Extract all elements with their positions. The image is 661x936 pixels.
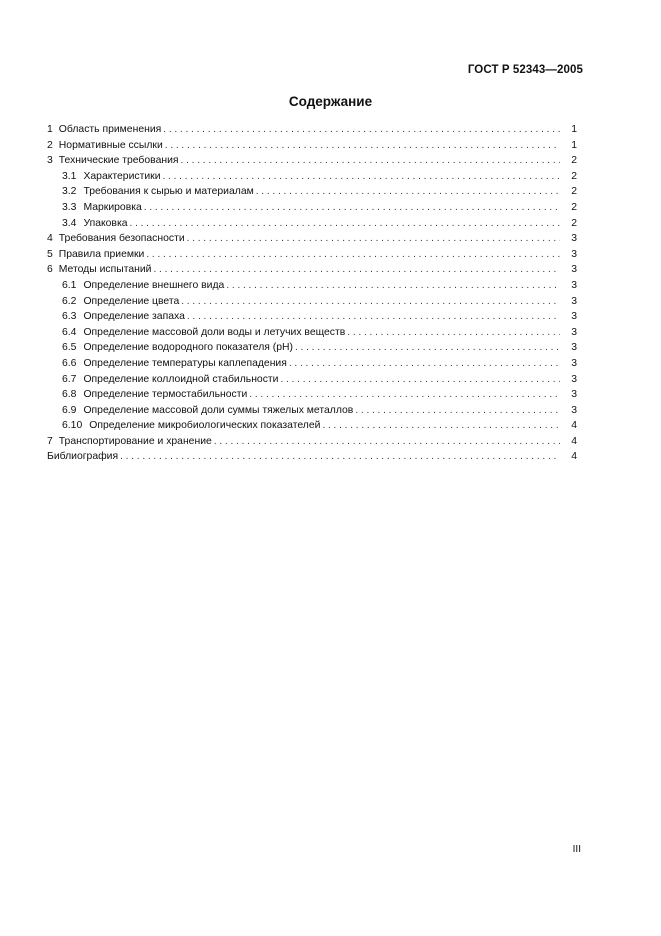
- toc-dot-leader: [347, 325, 560, 341]
- page-title: Содержание: [288, 94, 373, 109]
- toc-entry-number: 6: [47, 264, 53, 276]
- toc-entry[interactable]: [47, 278, 577, 294]
- toc-entry-page: 3: [571, 311, 577, 323]
- toc-dot-leader: [226, 278, 560, 294]
- toc-entry-page: 3: [571, 389, 577, 401]
- toc-entry-title: Определение термостабильности: [83, 389, 248, 401]
- toc-entry-title: Библиография: [47, 451, 119, 463]
- toc-entry-number: 6.8: [62, 389, 77, 401]
- toc-entry-page: 2: [571, 186, 577, 198]
- toc-entry[interactable]: [47, 200, 577, 216]
- toc-entry-number: 6.7: [62, 373, 77, 385]
- toc-entry[interactable]: [47, 340, 577, 356]
- toc-entry-page: 1: [571, 124, 577, 135]
- toc-entry-page: 4: [571, 420, 577, 432]
- toc-entry-page: 2: [571, 170, 577, 182]
- toc-dot-leader: [256, 184, 560, 200]
- toc-entry-page: 3: [571, 295, 577, 307]
- toc-dot-leader: [355, 403, 560, 419]
- toc-dot-leader: [153, 262, 560, 278]
- toc-entry-page: 4: [571, 435, 577, 447]
- toc-entry-number: 6.3: [62, 311, 77, 323]
- toc-entry-number: 3: [47, 155, 53, 167]
- toc-entry-page: 3: [571, 233, 577, 245]
- toc-entry[interactable]: [47, 247, 577, 263]
- toc-dot-leader: [187, 231, 560, 247]
- table-of-contents: [47, 122, 577, 465]
- toc-dot-leader: [165, 138, 560, 154]
- toc-entry-title: Определение цвета: [83, 295, 180, 307]
- toc-entry[interactable]: [47, 372, 577, 388]
- toc-entry-number: 6.10: [62, 420, 83, 432]
- toc-entry-page: 3: [571, 264, 577, 276]
- toc-dot-leader: [163, 122, 560, 138]
- toc-entry-number: 6.1: [62, 279, 77, 291]
- toc-entry-number: 3.1: [62, 170, 77, 182]
- toc-entry[interactable]: [47, 325, 577, 341]
- toc-entry-number: 7: [47, 435, 53, 447]
- toc-entry-number: 6.2: [62, 295, 77, 307]
- toc-entry-title: Определение внешнего вида: [83, 279, 225, 291]
- toc-dot-leader: [280, 372, 560, 388]
- toc-entry-number: 5: [47, 248, 53, 260]
- toc-dot-leader: [163, 169, 561, 185]
- toc-entry-title: Определение запаха: [83, 311, 185, 323]
- toc-entry-title: Определение массовой доли воды и летучих веществ: [83, 326, 346, 338]
- toc-dot-leader: [120, 449, 560, 465]
- toc-entry-title: Технические требования: [58, 155, 179, 167]
- toc-entry-page: 2: [571, 201, 577, 213]
- page-number: III: [572, 844, 581, 855]
- toc-entry-title: Требования безопасности: [58, 233, 185, 245]
- toc-dot-leader: [295, 340, 560, 356]
- toc-entry[interactable]: [47, 122, 577, 138]
- toc-dot-leader: [181, 153, 560, 169]
- toc-entry[interactable]: [47, 434, 577, 450]
- toc-entry-title: Нормативные ссылки: [58, 139, 163, 151]
- toc-entry-page: 3: [571, 248, 577, 260]
- toc-entry-page: 3: [571, 326, 577, 338]
- toc-entry[interactable]: [47, 138, 577, 154]
- toc-entry-number: 3.4: [62, 217, 77, 229]
- toc-entry-number: 6.6: [62, 357, 77, 369]
- toc-entry[interactable]: [47, 294, 577, 310]
- toc-entry-title: Определение массовой доли суммы тяжелых металлов: [83, 404, 354, 416]
- toc-entry-page: 3: [571, 279, 577, 291]
- toc-entry[interactable]: [47, 153, 577, 169]
- toc-entry-page: 3: [571, 342, 577, 354]
- toc-entry-number: 6.5: [62, 342, 77, 354]
- toc-dot-leader: [181, 294, 560, 310]
- toc-entry[interactable]: [47, 184, 577, 200]
- toc-entry[interactable]: [47, 403, 577, 419]
- toc-entry-title: Требования к сырью и материалам: [83, 186, 254, 198]
- toc-entry-number: 3.3: [62, 201, 77, 213]
- toc-entry-title: Область применения: [58, 124, 162, 135]
- toc-entry-title: Методы испытаний: [58, 264, 152, 276]
- toc-dot-leader: [146, 247, 560, 263]
- toc-entry-number: 6.4: [62, 326, 77, 338]
- toc-entry-title: Определение водородного показателя (pH): [83, 342, 293, 354]
- toc-entry-page: 3: [571, 357, 577, 369]
- toc-entry-page: 2: [571, 217, 577, 229]
- toc-entry-title: Характеристики: [83, 170, 161, 182]
- toc-dot-leader: [289, 356, 560, 372]
- toc-entry[interactable]: [47, 449, 577, 465]
- toc-entry-title: Определение микробиологических показателей: [89, 420, 321, 432]
- toc-entry-page: 3: [571, 373, 577, 385]
- toc-entry[interactable]: [47, 387, 577, 403]
- toc-dot-leader: [214, 434, 560, 450]
- toc-entry[interactable]: [47, 262, 577, 278]
- toc-entry-number: 1: [47, 124, 53, 135]
- toc-dot-leader: [249, 387, 560, 403]
- toc-entry-title: Определение температуры каплепадения: [83, 357, 287, 369]
- toc-dot-leader: [322, 418, 560, 434]
- toc-entry-page: 4: [571, 451, 577, 463]
- toc-dot-leader: [130, 216, 560, 232]
- toc-entry[interactable]: [47, 356, 577, 372]
- toc-entry[interactable]: [47, 231, 577, 247]
- toc-entry-title: Упаковка: [83, 217, 128, 229]
- standard-header: ГОСТ Р 52343—2005: [467, 64, 583, 76]
- toc-entry-page: 3: [571, 404, 577, 416]
- toc-entry-number: 6.9: [62, 404, 77, 416]
- toc-entry[interactable]: [47, 216, 577, 232]
- toc-dot-leader: [144, 200, 560, 216]
- toc-entry-page: 2: [571, 155, 577, 167]
- toc-dot-leader: [187, 309, 560, 325]
- toc-entry-number: 3.2: [62, 186, 77, 198]
- toc-entry-title: Правила приемки: [58, 248, 145, 260]
- toc-entry-title: Транспортирование и хранение: [58, 435, 212, 447]
- toc-entry[interactable]: [47, 418, 577, 434]
- toc-entry[interactable]: [47, 309, 577, 325]
- toc-entry-page: 1: [571, 139, 577, 151]
- toc-entry[interactable]: [47, 169, 577, 185]
- toc-entry-title: Маркировка: [83, 201, 142, 213]
- toc-entry-title: Определение коллоидной стабильности: [83, 373, 279, 385]
- toc-entry-number: 2: [47, 139, 53, 151]
- toc-entry-number: 4: [47, 233, 53, 245]
